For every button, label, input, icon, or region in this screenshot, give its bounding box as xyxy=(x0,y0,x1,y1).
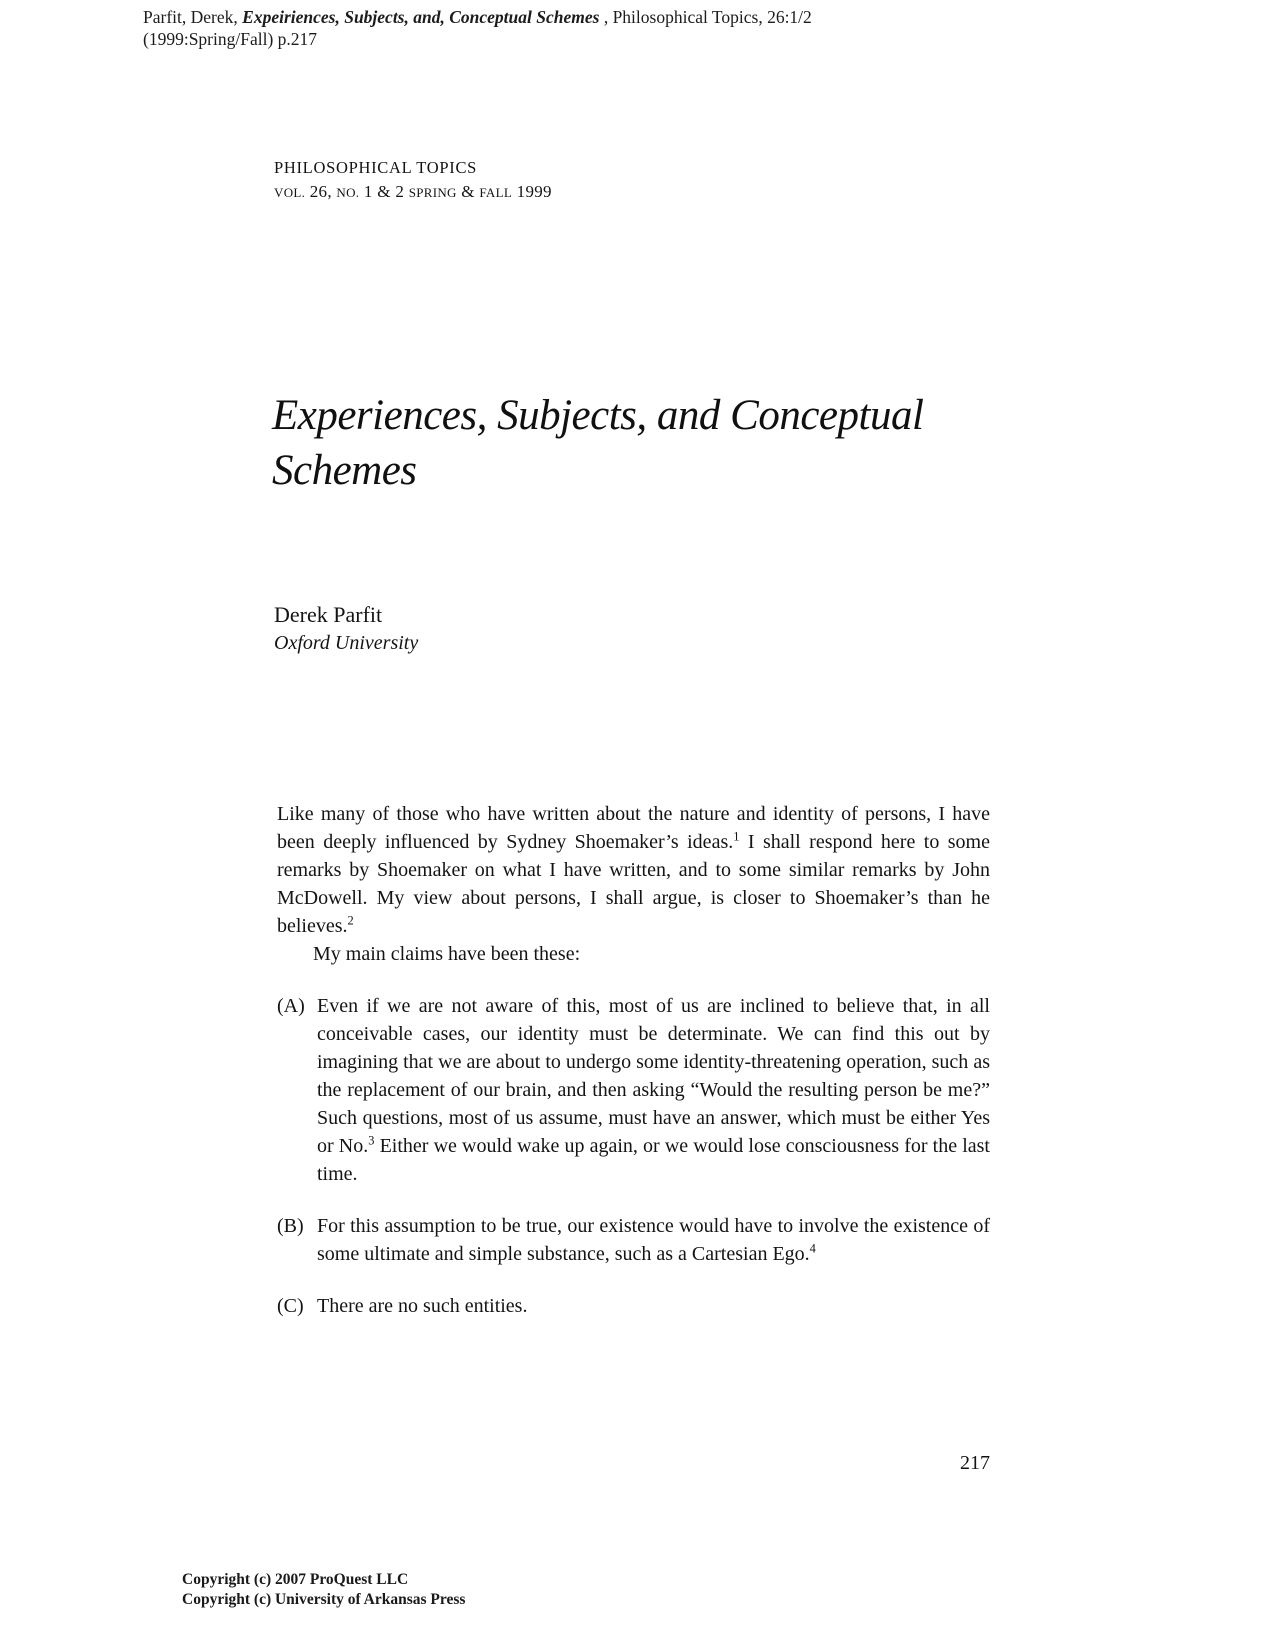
claim-item xyxy=(277,992,990,1188)
article-title-line1: Experiences, Subjects, and Conceptual xyxy=(272,392,924,439)
article-body xyxy=(277,800,990,1320)
copyright-line-2: Copyright (c) University of Arkansas Press xyxy=(182,1591,466,1608)
author-affiliation: Oxford University xyxy=(274,632,419,654)
claim-label: (C) xyxy=(277,1295,304,1317)
author-name: Derek Parfit xyxy=(274,602,383,627)
claims-list xyxy=(277,992,990,1320)
article-title-line2: Schemes xyxy=(272,447,417,494)
journal-name: PHILOSOPHICAL TOPICS xyxy=(274,158,478,177)
page-number: 217 xyxy=(960,1452,990,1474)
scan-citation-line1 xyxy=(143,6,1143,28)
claim-text: For this assumption to be true, our existence would have to involve the existence of some ultimate and simple substance, such as a Cartesian Ego.$^4$ xyxy=(317,1215,990,1265)
claim-text: There are no such entities. xyxy=(317,1295,528,1317)
claim-item xyxy=(277,1292,990,1320)
intro-paragraph: Like many of those who have written about the nature and identity of persons, I have been deeply influenced by Sydney Shoemaker’s ideas.$^1$ I shall respond here to some remarks by Shoemaker on what I have written, and to some similar remarks by John McDowell. My view about persons, I shall argue, is closer to Shoemaker’s than he believes.$^2$ xyxy=(277,803,990,937)
journal-masthead xyxy=(274,158,552,202)
claim-text: Even if we are not aware of this, most of us are inclined to believe that, in all conceivable cases, our identity must be determinate. We can find this out by imagining that we are about to undergo some identity-threatening operation, such as the replacement of our brain, and then asking “Would the resulting person be me?” Such questions, most of us assume, must have an answer, which must be either Yes or No.$^3$ Either we would wake up again, or we would lose consciousness for the last time. xyxy=(317,995,990,1185)
citation-work-title: Expeiriences, Subjects, and, Conceptual Schemes xyxy=(242,7,600,27)
citation-author: Parfit, Derek, xyxy=(143,7,243,27)
article-title xyxy=(272,388,1012,498)
citation-source: , Philosophical Topics, 26:1/2 xyxy=(599,7,812,27)
claim-item xyxy=(277,1212,990,1268)
claims-intro: My main claims have been these: xyxy=(313,943,581,965)
scan-citation-line2: (1999:Spring/Fall) p.217 xyxy=(143,29,318,49)
journal-volume-line: VOL. 26, NO. 1 & 2 SPRING & FALL 1999 xyxy=(274,182,552,201)
claim-label: (A) xyxy=(277,995,305,1017)
copyright-line-1: Copyright (c) 2007 ProQuest LLC xyxy=(182,1571,409,1588)
scan-citation xyxy=(143,6,1143,50)
claim-label: (B) xyxy=(277,1215,304,1237)
copyright-footer xyxy=(182,1570,465,1610)
